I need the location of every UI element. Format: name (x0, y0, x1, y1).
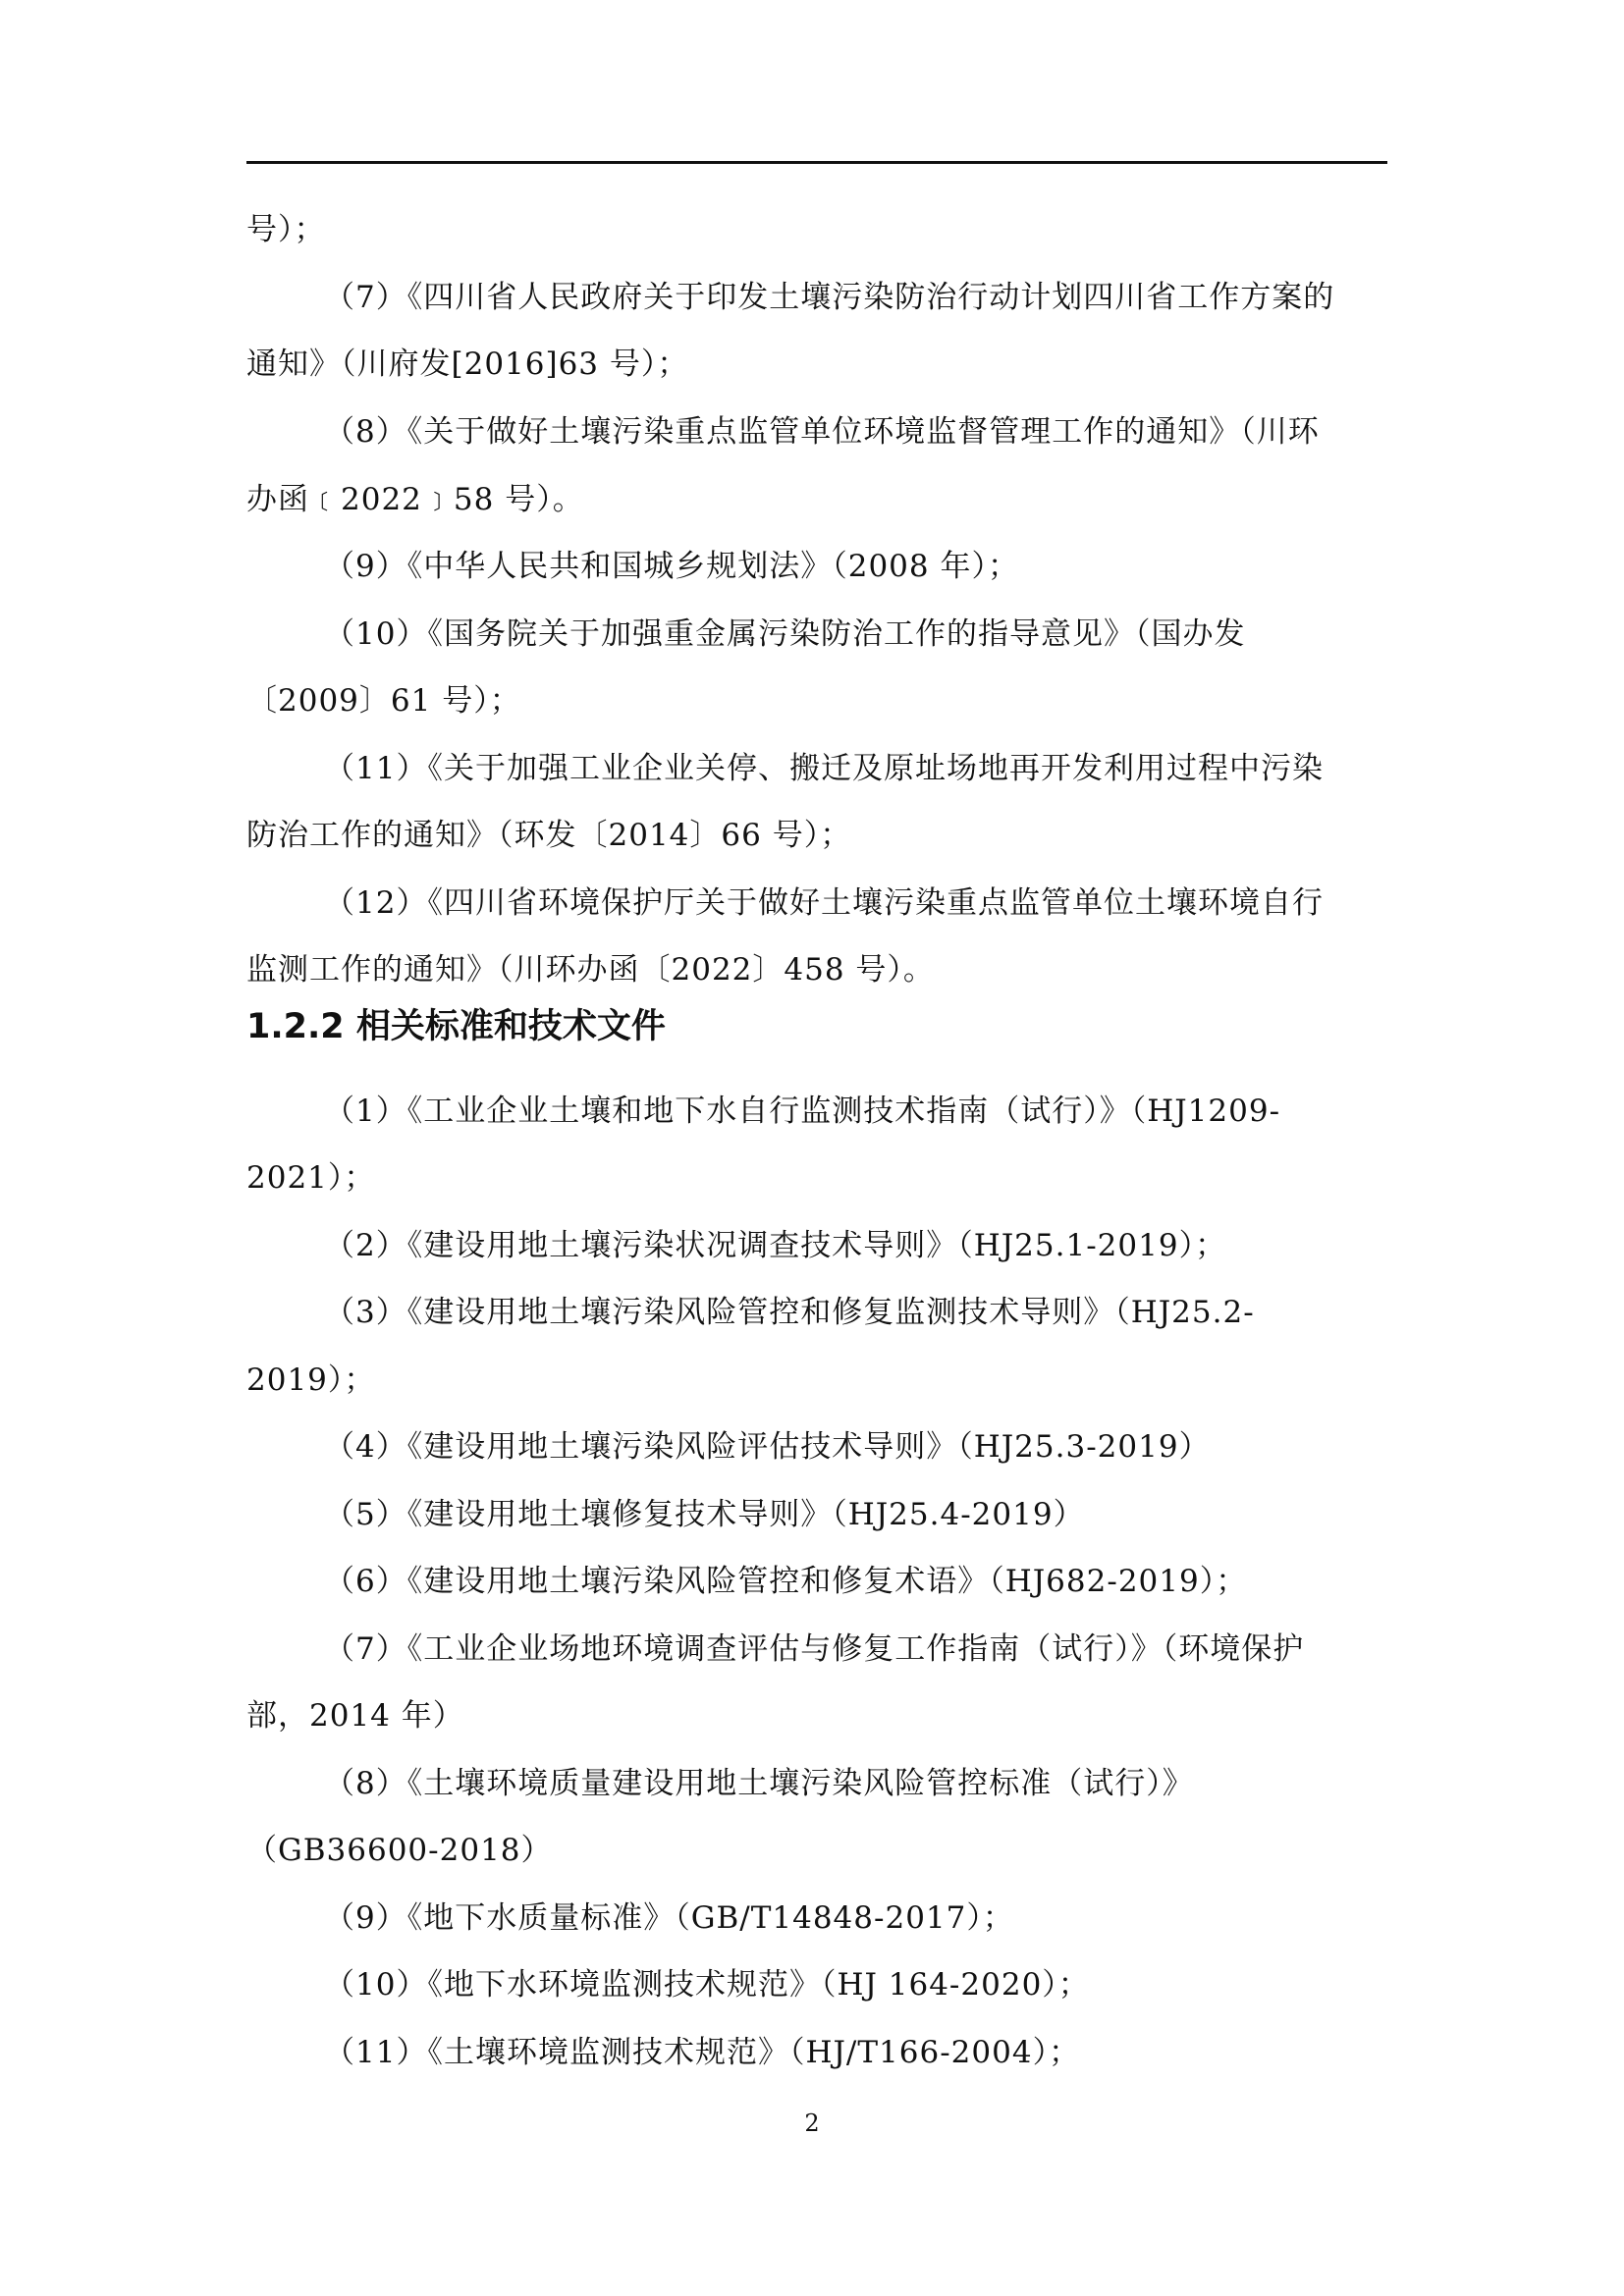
list-item: （2）《建设用地土壤污染状况调查技术导则》（HJ25.1-2019）； (324, 1228, 1227, 1263)
list-item: 监测工作的通知》（川环办函〔2022〕458 号）。 (246, 952, 935, 988)
list-item: （11）《土壤环境监测技术规范》（HJ/T166-2004）； (324, 2035, 1081, 2070)
list-item: （10）《地下水环境监测技术规范》（HJ 164-2020）； (324, 1967, 1090, 2002)
list-item: 办函﹝2022﹞58 号）。 (246, 482, 584, 517)
page-number: 2 (804, 2109, 820, 2137)
list-item: （GB36600-2018） (246, 1833, 553, 1868)
list-item: （9）《地下水质量标准》（GB/T14848-2017）； (324, 1900, 1014, 1936)
list-item: （10）《国务院关于加强重金属污染防治工作的指导意见》（国办发 (324, 616, 1246, 652)
section-heading: 1.2.2 相关标准和技术文件 (246, 1007, 666, 1046)
list-item: 号）； (246, 212, 326, 247)
list-item: （8）《关于做好土壤污染重点监管单位环境监督管理工作的通知》（川环 (324, 414, 1320, 450)
list-item: 〔2009〕61 号）； (246, 683, 521, 719)
list-item: 防治工作的通知》（环发〔2014〕66 号）； (246, 818, 852, 853)
list-item: 通知》（川府发[2016]63 号）； (246, 347, 689, 382)
list-item: （7）《工业企业场地环境调查评估与修复工作指南（试行）》（环境保护 (324, 1631, 1305, 1667)
list-item: 部，2014 年） (246, 1698, 464, 1734)
list-item: 2019）； (246, 1362, 376, 1398)
list-item: （11）《关于加强工业企业关停、搬迁及原址场地再开发利用过程中污染 (324, 751, 1324, 786)
list-item: （1）《工业企业土壤和地下水自行监测技术指南（试行）》（HJ1209- (324, 1094, 1281, 1129)
list-item: （7）《四川省人民政府关于印发土壤污染防治行动计划四川省工作方案的 (324, 280, 1335, 315)
list-item: （5）《建设用地土壤修复技术导则》（HJ25.4-2019） (324, 1497, 1085, 1532)
list-item: （9）《中华人民共和国城乡规划法》（2008 年）； (324, 549, 1019, 584)
list-item: 2021）； (246, 1160, 376, 1196)
list-item: （6）《建设用地土壤污染风险管控和修复术语》（HJ682-2019）； (324, 1564, 1248, 1599)
header-rule (246, 161, 1387, 164)
list-item: （12）《四川省环境保护厅关于做好土壤污染重点监管单位土壤环境自行 (324, 885, 1324, 921)
list-item: （4）《建设用地土壤污染风险评估技术导则》（HJ25.3-2019） (324, 1429, 1211, 1465)
list-item: （3）《建设用地土壤污染风险管控和修复监测技术导则》（HJ25.2- (324, 1295, 1255, 1330)
list-item: （8）《土壤环境质量建设用地土壤污染风险管控标准（试行）》 (324, 1766, 1194, 1801)
